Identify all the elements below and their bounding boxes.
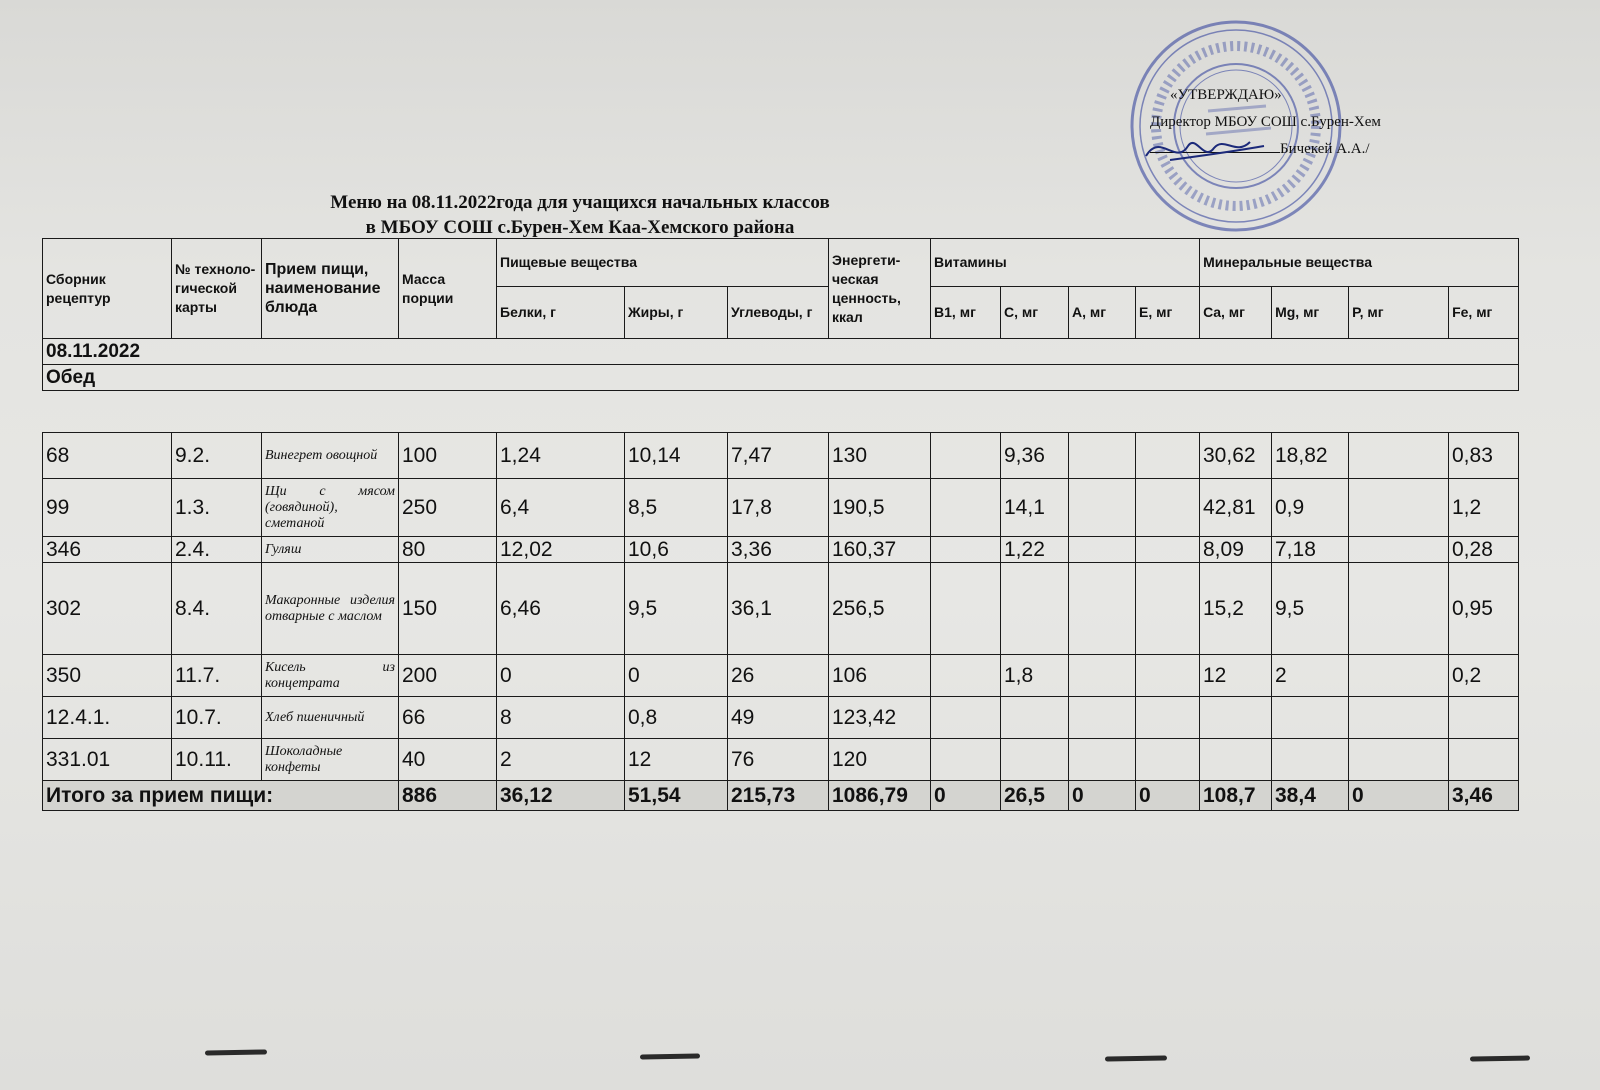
header-b1: B1, мг (931, 287, 1001, 339)
total-p: 0 (1349, 781, 1449, 811)
cell-mg: 9,5 (1272, 563, 1349, 655)
cell-c: 1,22 (1001, 537, 1069, 563)
cell-p (1349, 479, 1449, 537)
total-mg: 38,4 (1272, 781, 1349, 811)
cell-carbs: 3,36 (728, 537, 829, 563)
cell-a (1069, 655, 1136, 697)
cell-collection: 331.01 (43, 739, 172, 781)
cell-p (1349, 655, 1449, 697)
document-title (160, 190, 1000, 240)
cell-energy: 130 (829, 433, 931, 479)
cell-p (1349, 433, 1449, 479)
cell-dish: Кисель из концетрата (262, 655, 399, 697)
header-collection: Сборник рецептур (43, 239, 172, 339)
cell-carbs: 7,47 (728, 433, 829, 479)
table-row (43, 563, 1519, 655)
cell-e (1136, 697, 1200, 739)
cell-a (1069, 697, 1136, 739)
cell-protein: 2 (497, 739, 625, 781)
cell-mg (1272, 697, 1349, 739)
total-c: 26,5 (1001, 781, 1069, 811)
cell-card: 10.11. (172, 739, 262, 781)
cell-a (1069, 433, 1136, 479)
approval-signatory: Бичекей А.А./ (1280, 141, 1370, 157)
cell-c: 14,1 (1001, 479, 1069, 537)
cell-a (1069, 537, 1136, 563)
cell-b1 (931, 563, 1001, 655)
cell-mass: 40 (399, 739, 497, 781)
cell-ca: 42,81 (1200, 479, 1272, 537)
cell-fe (1449, 739, 1519, 781)
total-b1: 0 (931, 781, 1001, 811)
cell-dish: Гуляш (262, 537, 399, 563)
cell-mass: 200 (399, 655, 497, 697)
cell-card: 8.4. (172, 563, 262, 655)
cell-card: 1.3. (172, 479, 262, 537)
cell-collection: 99 (43, 479, 172, 537)
cell-fe: 0,28 (1449, 537, 1519, 563)
cell-collection: 12.4.1. (43, 697, 172, 739)
header-mg: Mg, мг (1272, 287, 1349, 339)
cell-dish: Щи с мясом (говядиной), сметаной (262, 479, 399, 537)
header-a: A, мг (1069, 287, 1136, 339)
cell-fat: 8,5 (625, 479, 728, 537)
cell-protein: 1,24 (497, 433, 625, 479)
total-row (43, 781, 1519, 811)
header-energy: Энергети-ческая ценность, ккал (829, 239, 931, 339)
table-row (43, 433, 1519, 479)
header-vitamins: Витамины (931, 239, 1200, 287)
cell-card: 9.2. (172, 433, 262, 479)
table-row (43, 739, 1519, 781)
total-a: 0 (1069, 781, 1136, 811)
cell-card: 10.7. (172, 697, 262, 739)
cell-fat: 0 (625, 655, 728, 697)
cell-b1 (931, 739, 1001, 781)
cell-fat: 10,14 (625, 433, 728, 479)
cell-e (1136, 433, 1200, 479)
total-label: Итого за прием пищи: (43, 781, 399, 811)
cell-mass: 66 (399, 697, 497, 739)
cell-collection: 346 (43, 537, 172, 563)
cell-b1 (931, 655, 1001, 697)
cell-carbs: 76 (728, 739, 829, 781)
scan-mark (640, 1053, 700, 1059)
cell-b1 (931, 433, 1001, 479)
cell-mg (1272, 739, 1349, 781)
cell-collection: 302 (43, 563, 172, 655)
cell-fe: 0,2 (1449, 655, 1519, 697)
cell-b1 (931, 479, 1001, 537)
total-ca: 108,7 (1200, 781, 1272, 811)
cell-fat: 9,5 (625, 563, 728, 655)
cell-protein: 6,46 (497, 563, 625, 655)
cell-p (1349, 537, 1449, 563)
header-protein: Белки, г (497, 287, 625, 339)
total-fat: 51,54 (625, 781, 728, 811)
total-fe: 3,46 (1449, 781, 1519, 811)
cell-p (1349, 739, 1449, 781)
header-dish: Прием пищи, наименование блюда (262, 239, 399, 339)
cell-mg: 18,82 (1272, 433, 1349, 479)
cell-fe: 0,83 (1449, 433, 1519, 479)
cell-e (1136, 739, 1200, 781)
cell-mg: 2 (1272, 655, 1349, 697)
scan-mark (205, 1049, 267, 1055)
cell-mg: 0,9 (1272, 479, 1349, 537)
cell-energy: 160,37 (829, 537, 931, 563)
cell-fe: 1,2 (1449, 479, 1519, 537)
cell-mass: 100 (399, 433, 497, 479)
cell-e (1136, 655, 1200, 697)
cell-b1 (931, 537, 1001, 563)
cell-mass: 250 (399, 479, 497, 537)
cell-dish: Хлеб пшеничный (262, 697, 399, 739)
cell-fat: 12 (625, 739, 728, 781)
table-row (43, 479, 1519, 537)
cell-dish: Винегрет овощной (262, 433, 399, 479)
total-protein: 36,12 (497, 781, 625, 811)
cell-carbs: 17,8 (728, 479, 829, 537)
title-line-1: Меню на 08.11.2022года для учащихся начальных классов (330, 192, 830, 213)
cell-collection: 68 (43, 433, 172, 479)
table-row (43, 697, 1519, 739)
cell-p (1349, 563, 1449, 655)
cell-e (1136, 479, 1200, 537)
scan-mark (1105, 1055, 1167, 1061)
cell-mass: 80 (399, 537, 497, 563)
cell-ca: 30,62 (1200, 433, 1272, 479)
cell-a (1069, 479, 1136, 537)
cell-mg: 7,18 (1272, 537, 1349, 563)
cell-card: 2.4. (172, 537, 262, 563)
cell-fat: 0,8 (625, 697, 728, 739)
cell-fat: 10,6 (625, 537, 728, 563)
header-nutrients: Пищевые вещества (497, 239, 829, 287)
cell-carbs: 36,1 (728, 563, 829, 655)
table-row (43, 537, 1519, 563)
cell-fe (1449, 697, 1519, 739)
cell-dish: Макаронные изделия отварные с маслом (262, 563, 399, 655)
cell-energy: 256,5 (829, 563, 931, 655)
cell-c (1001, 739, 1069, 781)
cell-carbs: 26 (728, 655, 829, 697)
total-mass: 886 (399, 781, 497, 811)
meal-name: Обед (43, 365, 1519, 391)
cell-mass: 150 (399, 563, 497, 655)
cell-fe: 0,95 (1449, 563, 1519, 655)
cell-ca: 8,09 (1200, 537, 1272, 563)
header-fat: Жиры, г (625, 287, 728, 339)
header-tech-card: № техноло-гической карты (172, 239, 262, 339)
cell-protein: 0 (497, 655, 625, 697)
cell-protein: 12,02 (497, 537, 625, 563)
cell-protein: 6,4 (497, 479, 625, 537)
cell-c: 9,36 (1001, 433, 1069, 479)
cell-energy: 190,5 (829, 479, 931, 537)
approval-heading: «УТВЕРЖДАЮ» (1170, 87, 1282, 103)
total-carbs: 215,73 (728, 781, 829, 811)
total-e: 0 (1136, 781, 1200, 811)
header-fe: Fe, мг (1449, 287, 1519, 339)
cell-c: 1,8 (1001, 655, 1069, 697)
handwritten-signature (1140, 126, 1270, 172)
header-minerals: Минеральные вещества (1200, 239, 1519, 287)
header-mass: Масса порции (399, 239, 497, 339)
cell-ca: 12 (1200, 655, 1272, 697)
header-carbs: Углеводы, г (728, 287, 829, 339)
table-row (43, 655, 1519, 697)
cell-carbs: 49 (728, 697, 829, 739)
menu-items-table (42, 432, 1519, 811)
cell-dish: Шоколадные конфеты (262, 739, 399, 781)
cell-energy: 120 (829, 739, 931, 781)
cell-collection: 350 (43, 655, 172, 697)
cell-e (1136, 537, 1200, 563)
header-ca: Ca, мг (1200, 287, 1272, 339)
header-e: E, мг (1136, 287, 1200, 339)
cell-e (1136, 563, 1200, 655)
cell-a (1069, 563, 1136, 655)
total-energy: 1086,79 (829, 781, 931, 811)
header-c: C, мг (1001, 287, 1069, 339)
approval-position: Директор МБОУ СОШ с.Бурен-Хем (1150, 114, 1381, 130)
cell-c (1001, 697, 1069, 739)
cell-c (1001, 563, 1069, 655)
cell-ca (1200, 697, 1272, 739)
cell-a (1069, 739, 1136, 781)
menu-date: 08.11.2022 (43, 339, 1519, 365)
cell-energy: 106 (829, 655, 931, 697)
cell-energy: 123,42 (829, 697, 931, 739)
menu-header-table (42, 238, 1519, 391)
cell-b1 (931, 697, 1001, 739)
title-line-2: в МБОУ СОШ с.Бурен-Хем Каа-Хемского района (365, 217, 795, 238)
cell-ca: 15,2 (1200, 563, 1272, 655)
cell-p (1349, 697, 1449, 739)
header-p: P, мг (1349, 287, 1449, 339)
cell-card: 11.7. (172, 655, 262, 697)
scan-mark (1470, 1055, 1530, 1061)
cell-ca (1200, 739, 1272, 781)
cell-protein: 8 (497, 697, 625, 739)
